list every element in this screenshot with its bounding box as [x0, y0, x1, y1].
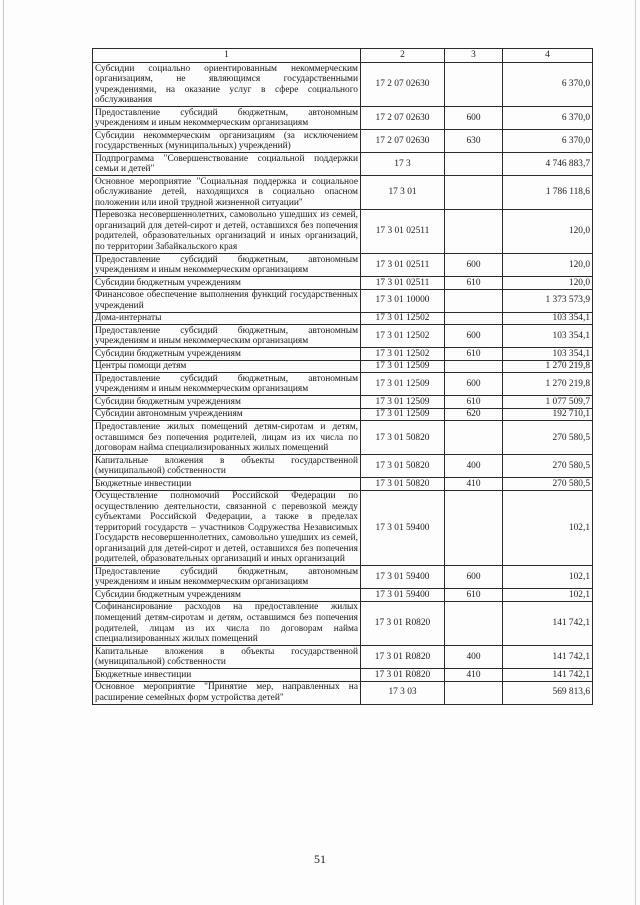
row-code-cell: 17 3 01 12502: [361, 325, 445, 348]
row-amount-cell: 102,1: [503, 566, 593, 589]
row-amount-cell: 103 354,1: [503, 348, 593, 361]
row-expense-type-cell: 610: [445, 589, 503, 602]
row-code-cell: 17 2 07 02630: [361, 130, 445, 153]
row-code-cell: 17 3 01 10000: [361, 289, 445, 312]
header-col-amount: 4: [503, 49, 593, 63]
page-number: 51: [314, 852, 326, 866]
row-expense-type-cell: 610: [445, 277, 503, 290]
row-expense-type-cell: 410: [445, 669, 503, 682]
row-amount-cell: 102,1: [503, 589, 593, 602]
row-expense-type-cell: 600: [445, 373, 503, 396]
row-amount-cell: 569 813,6: [503, 681, 593, 704]
row-name-cell: Бюджетные инвестиции: [93, 478, 361, 491]
header-col-code: 2: [361, 49, 445, 63]
row-name-cell: Субсидии бюджетным учреждениям: [93, 348, 361, 361]
row-expense-type-cell: 630: [445, 130, 503, 153]
row-name-cell: Основное мероприятие "Принятие мер, направленных на расширение семейных форм устройства детей": [93, 681, 361, 704]
row-expense-type-cell: 620: [445, 408, 503, 421]
table-row: [93, 421, 593, 455]
row-code-cell: 17 2 07 02630: [361, 107, 445, 130]
table-row: [93, 312, 593, 325]
row-amount-cell: 120,0: [503, 209, 593, 253]
row-amount-cell: 6 370,0: [503, 63, 593, 107]
row-code-cell: 17 3 01 50820: [361, 421, 445, 455]
row-amount-cell: 141 742,1: [503, 601, 593, 645]
row-amount-cell: 141 742,1: [503, 646, 593, 669]
table-row: [93, 566, 593, 589]
row-code-cell: 17 3 01: [361, 176, 445, 210]
table-row: [93, 153, 593, 176]
row-name-cell: Предоставление субсидий бюджетным, автономным учреждениям и иным некоммерческим организациям: [93, 373, 361, 396]
row-code-cell: 17 3 01 R0820: [361, 646, 445, 669]
row-name-cell: Перевозка несовершеннолетних, самовольно ушедших из семей, организаций для детей-сирот и детей, оставшихся без попечения родителей, образовательных организаций и иных организаций, по территории Забайкальского края: [93, 209, 361, 253]
table-row: [93, 209, 593, 253]
row-expense-type-cell: [445, 360, 503, 373]
table-row: [93, 589, 593, 602]
row-code-cell: 17 3 01 50820: [361, 478, 445, 491]
row-amount-cell: 1 077 509,7: [503, 396, 593, 409]
row-name-cell: Капитальные вложения в объекты государственной (муниципальной) собственности: [93, 455, 361, 478]
row-amount-cell: 6 370,0: [503, 107, 593, 130]
header-col-expense-type: 3: [445, 49, 503, 63]
row-expense-type-cell: [445, 312, 503, 325]
row-amount-cell: 120,0: [503, 277, 593, 290]
row-amount-cell: 102,1: [503, 490, 593, 566]
row-code-cell: 17 3 01 R0820: [361, 601, 445, 645]
row-expense-type-cell: [445, 289, 503, 312]
row-code-cell: 17 3 01 12509: [361, 373, 445, 396]
row-expense-type-cell: 610: [445, 348, 503, 361]
row-amount-cell: 270 580,5: [503, 478, 593, 491]
row-expense-type-cell: 400: [445, 646, 503, 669]
row-name-cell: Софинансирование расходов на предоставление жилых помещений детям-сиротам и детям, оставшимся без попечения родителей, лицам из их числа по договорам найма специализированных жилых помещений: [93, 601, 361, 645]
row-amount-cell: 1 786 118,6: [503, 176, 593, 210]
row-name-cell: Предоставление субсидий бюджетным, автономным учреждениям и иным некоммерческим организациям: [93, 254, 361, 277]
row-name-cell: Центры помощи детям: [93, 360, 361, 373]
row-expense-type-cell: [445, 209, 503, 253]
row-code-cell: 17 2 07 02630: [361, 63, 445, 107]
table-row: [93, 490, 593, 566]
row-code-cell: 17 3 01 02511: [361, 209, 445, 253]
table-row: [93, 348, 593, 361]
row-code-cell: 17 3 01 12502: [361, 312, 445, 325]
table-row: [93, 325, 593, 348]
table-row: [93, 107, 593, 130]
row-name-cell: Подпрограмма "Совершенствование социальной поддержки семьи и детей": [93, 153, 361, 176]
row-code-cell: 17 3 01 12509: [361, 360, 445, 373]
row-name-cell: Предоставление субсидий бюджетным, автономным учреждениям и иным некоммерческим организациям: [93, 107, 361, 130]
row-name-cell: Предоставление жилых помещений детям-сиротам и детям, оставшимся без попечения родителей, лицам из их числа по договорам найма специализированных жилых помещений: [93, 421, 361, 455]
row-expense-type-cell: [445, 63, 503, 107]
row-name-cell: Предоставление субсидий бюджетным, автономным учреждениям и иным некоммерческим организациям: [93, 325, 361, 348]
row-amount-cell: 1 270 219,8: [503, 373, 593, 396]
row-amount-cell: 103 354,1: [503, 325, 593, 348]
row-expense-type-cell: 600: [445, 325, 503, 348]
table-row: [93, 360, 593, 373]
row-code-cell: 17 3 01 R0820: [361, 669, 445, 682]
row-amount-cell: 1 270 219,8: [503, 360, 593, 373]
row-name-cell: Субсидии бюджетным учреждениям: [93, 589, 361, 602]
table-row: [93, 681, 593, 704]
row-expense-type-cell: [445, 176, 503, 210]
row-code-cell: 17 3 01 59400: [361, 589, 445, 602]
header-col-name: 1: [93, 49, 361, 63]
row-amount-cell: 4 746 883,7: [503, 153, 593, 176]
row-code-cell: 17 3 01 12509: [361, 396, 445, 409]
table-row: [93, 478, 593, 491]
row-name-cell: Предоставление субсидий бюджетным, автономным учреждениям и иным некоммерческим организациям: [93, 566, 361, 589]
row-name-cell: Основное мероприятие "Социальная поддержка и социальное обслуживание детей, находящихся в социально опасном положении или иной трудной жизненной ситуации": [93, 176, 361, 210]
row-code-cell: 17 3 01 59400: [361, 490, 445, 566]
row-expense-type-cell: 600: [445, 254, 503, 277]
row-amount-cell: 1 373 573,9: [503, 289, 593, 312]
row-expense-type-cell: [445, 681, 503, 704]
table-header-row: [93, 49, 593, 63]
row-expense-type-cell: 410: [445, 478, 503, 491]
row-name-cell: Капитальные вложения в объекты государственной (муниципальной) собственности: [93, 646, 361, 669]
table-row: [93, 408, 593, 421]
table-row: [93, 289, 593, 312]
row-code-cell: 17 3 01 02511: [361, 277, 445, 290]
scan-edge-right: [635, 0, 636, 905]
table-row: [93, 396, 593, 409]
table-row: [93, 130, 593, 153]
row-expense-type-cell: [445, 153, 503, 176]
table-row: [93, 601, 593, 645]
row-amount-cell: 192 710,1: [503, 408, 593, 421]
budget-table: [92, 48, 593, 705]
row-code-cell: 17 3 01 50820: [361, 455, 445, 478]
row-name-cell: Субсидии социально ориентированным некоммерческим организациям, не являющимся государственными учреждениями, на оказание услуг в сфере социального обслуживания: [93, 63, 361, 107]
row-name-cell: Субсидии некоммерческим организациям (за исключением государственных (муниципальных) учреждений): [93, 130, 361, 153]
row-code-cell: 17 3 01 02511: [361, 254, 445, 277]
row-expense-type-cell: [445, 601, 503, 645]
row-expense-type-cell: 610: [445, 396, 503, 409]
table-row: [93, 646, 593, 669]
table-row: [93, 63, 593, 107]
row-code-cell: 17 3 01 59400: [361, 566, 445, 589]
row-name-cell: Финансовое обеспечение выполнения функций государственных учреждений: [93, 289, 361, 312]
table-row: [93, 455, 593, 478]
row-code-cell: 17 3: [361, 153, 445, 176]
table-row: [93, 669, 593, 682]
row-expense-type-cell: 400: [445, 455, 503, 478]
row-amount-cell: 120,0: [503, 254, 593, 277]
row-code-cell: 17 3 01 12502: [361, 348, 445, 361]
table-row: [93, 176, 593, 210]
row-expense-type-cell: [445, 490, 503, 566]
row-amount-cell: 103 354,1: [503, 312, 593, 325]
row-amount-cell: 141 742,1: [503, 669, 593, 682]
row-name-cell: Субсидии автономным учреждениям: [93, 408, 361, 421]
row-name-cell: Бюджетные инвестиции: [93, 669, 361, 682]
row-amount-cell: 270 580,5: [503, 421, 593, 455]
row-expense-type-cell: [445, 421, 503, 455]
scan-edge-left: [3, 0, 4, 905]
row-name-cell: Субсидии бюджетным учреждениям: [93, 396, 361, 409]
table-row: [93, 277, 593, 290]
row-expense-type-cell: 600: [445, 566, 503, 589]
row-expense-type-cell: 600: [445, 107, 503, 130]
row-amount-cell: 6 370,0: [503, 130, 593, 153]
row-code-cell: 17 3 03: [361, 681, 445, 704]
row-name-cell: Осуществление полномочий Российской Федерации по осуществлению деятельности, связанной с перевозкой между субъектами Российской Федерации, а также в пределах территорий государств – участников Содружества Независимых Государств несовершеннолетних, самовольно ушедших из семей, организаций для детей-сирот и детей, оставшихся без попечения родителей, образовательных организаций и иных организаций: [93, 490, 361, 566]
table-row: [93, 373, 593, 396]
row-name-cell: Дома-интернаты: [93, 312, 361, 325]
row-amount-cell: 270 580,5: [503, 455, 593, 478]
row-name-cell: Субсидии бюджетным учреждениям: [93, 277, 361, 290]
row-code-cell: 17 3 01 12509: [361, 408, 445, 421]
table-row: [93, 254, 593, 277]
